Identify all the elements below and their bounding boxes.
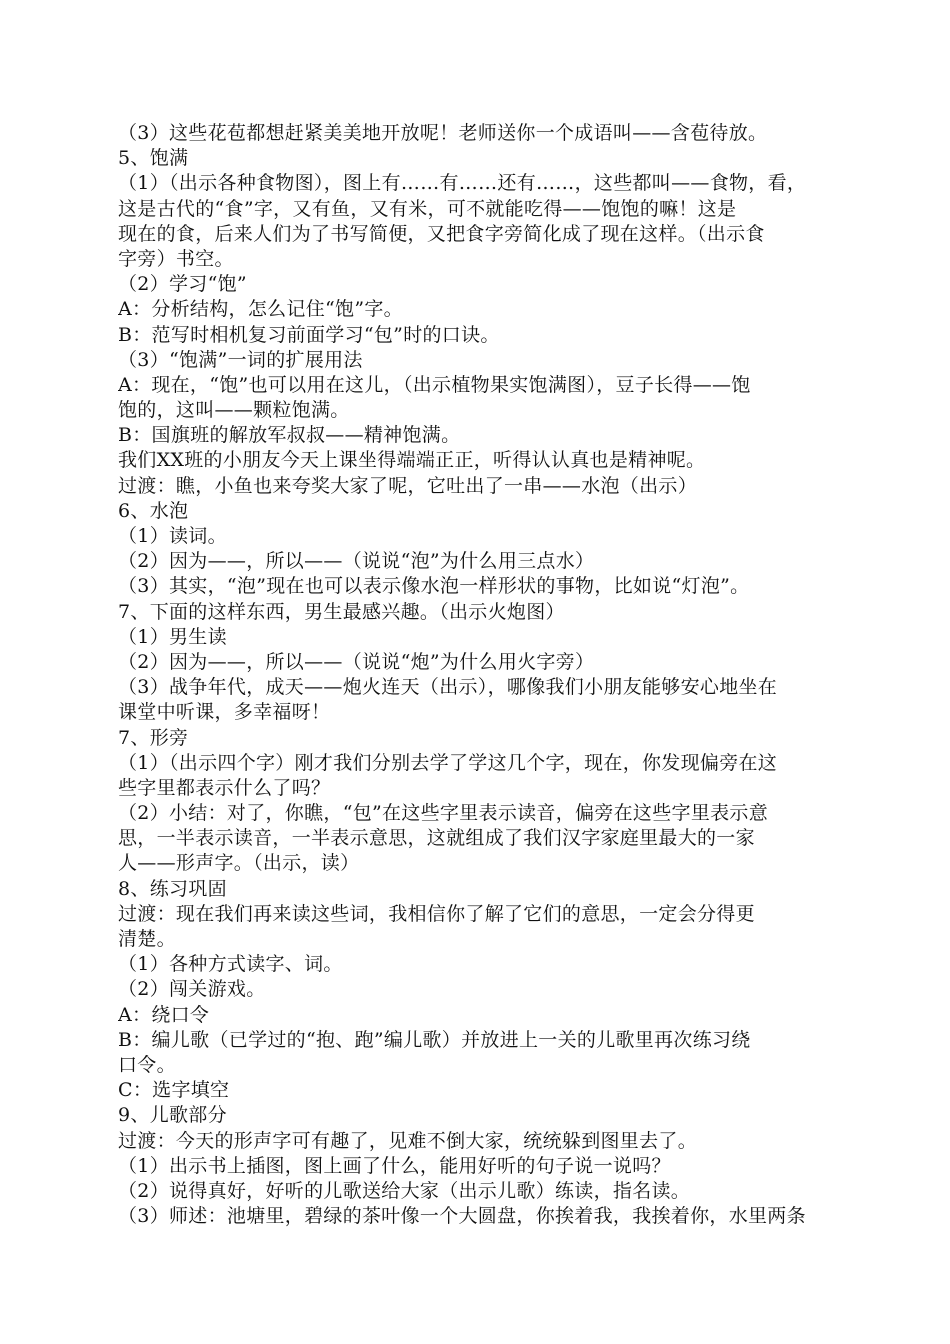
section-heading: 6、水泡 [118,499,189,522]
section-heading: 5、饱满 [118,147,189,170]
text-line: （1）各种方式读字、词。 [118,953,343,976]
text-line: 思，一半表示读音，一半表示意思，这就组成了我们汉字家庭里最大的一家 [118,827,755,850]
text-line: （1）出示书上插图，图上画了什么，能用好听的句子说一说吗？ [118,1154,671,1177]
text-line: （3）其实，“泡”现在也可以表示像水泡一样形状的事物，比如说“灯泡”。 [118,575,750,598]
text-line: 人——形声字。（出示，读） [118,852,360,875]
section-heading: 9、儿歌部分 [118,1104,227,1127]
text-line: （3）这些花苞都想赶紧美美地开放呢！老师送你一个成语叫——含苞待放。 [118,122,768,144]
text-line: （1）（出示各种食物图），图上有……有……还有……，这些都叫——食物，看， [118,172,807,195]
text-line: 我们XX班的小朋友今天上课坐得端端正正，听得认认真也是精神呢。 [118,449,706,472]
text-line: 口令。 [118,1053,176,1076]
text-line: 些字里都表示什么了吗？ [118,776,331,799]
text-line: 字旁）书空。 [118,247,234,270]
text-line: （2）说得真好，好听的儿歌送给大家（出示儿歌）练读，指名读。 [118,1179,691,1202]
section-heading: 7、形旁 [118,726,189,749]
text-line: A：现在，“饱”也可以用在这儿，（出示植物果实饱满图），豆子长得——饱 [118,373,751,396]
text-line: A：分析结构，怎么记住“饱”字。 [118,298,403,321]
text-line: B：国旗班的解放军叔叔——精神饱满。 [118,424,461,447]
section-heading: 8、练习巩固 [118,877,227,900]
text-line: 过渡：瞧，小鱼也来夸奖大家了呢，它吐出了一串——水泡（出示） [118,474,698,497]
text-line: （3）“饱满”一词的扩展用法 [118,348,363,371]
text-line: （2）学习“饱” [118,273,247,296]
text-line: 过渡：今天的形声字可有趣了，见难不倒大家，统统躲到图里去了。 [118,1129,698,1152]
text-line: （1）（出示四个字）刚才我们分别去学了学这几个字，现在，你发现偏旁在这 [118,751,778,774]
text-line: B：编儿歌（已学过的“抱、跑”编儿歌）并放进上一关的儿歌里再次练习绕 [118,1028,751,1051]
text-line: A：绕口令 [118,1003,210,1026]
text-line: （2）因为——，所以——（说说“泡”为什么用三点水） [118,550,595,573]
text-line: B：范写时相机复习前面学习“包”时的口诀。 [118,323,500,346]
text-line: （2）闯关游戏。 [118,978,266,1001]
text-line: 课堂中听课，多幸福呀！ [118,701,331,724]
document-body [118,121,858,1229]
text-line: C：选字填空 [118,1079,230,1102]
text-line: 这是古代的“食”字，又有鱼，又有米，可不就能吃得——饱饱的嘛！这是 [118,197,737,220]
text-line: （1）读词。 [118,525,227,547]
text-line: （1）男生读 [118,625,227,648]
text-line: 现在的食，后来人们为了书写简便，又把食字旁简化成了现在这样。（出示食 [118,222,765,245]
section-heading: 7、下面的这样东西，男生最感兴趣。（出示火炮图） [118,600,565,623]
text-line: 过渡：现在我们再来读这些词，我相信你了解了它们的意思，一定会分得更 [118,902,755,925]
text-line: （2）因为——，所以——（说说“炮”为什么用火字旁） [118,650,595,673]
text-line: 清楚。 [118,928,176,950]
text-line: （3）师述：池塘里，碧绿的茶叶像一个大圆盘，你挨着我，我挨着你，水里两条 [118,1205,806,1228]
text-line: 饱的，这叫——颗粒饱满。 [118,399,350,422]
text-line: （2）小结：对了，你瞧，“包”在这些字里表示读音，偏旁在这些字里表示意 [118,802,769,825]
text-line: （3）战争年代，成天——炮火连天（出示），哪像我们小朋友能够安心地坐在 [118,676,778,699]
